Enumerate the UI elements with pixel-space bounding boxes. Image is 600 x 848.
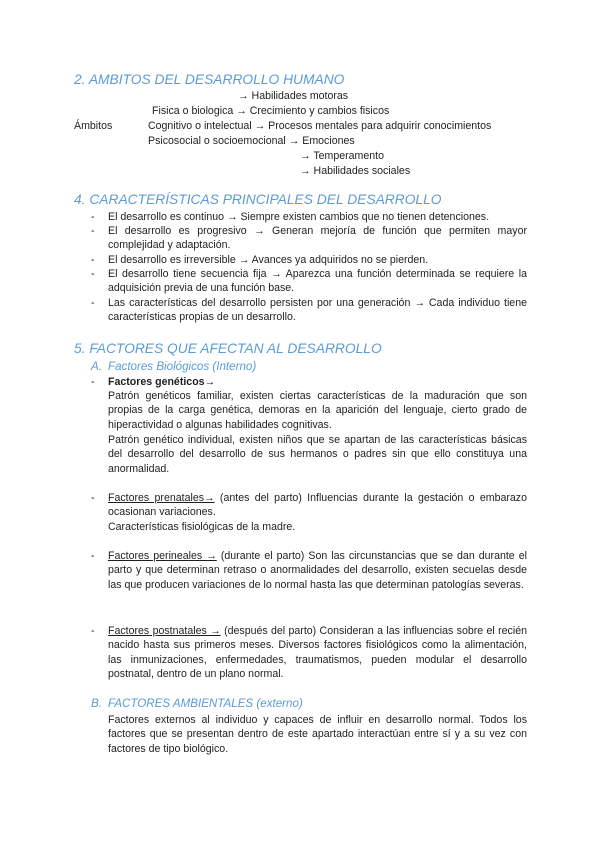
caracteristica-item: El desarrollo tiene secuencia fija → Aparezca una función determinada se requiere la adquisición previa de una función base. <box>108 268 527 295</box>
factores-prenatales-title: Factores prenatales→ <box>108 492 215 504</box>
factores-prenatales <box>108 491 527 520</box>
caracteristica-item: El desarrollo es continuo → Siempre existen cambios que no tienen detenciones. <box>108 211 490 223</box>
section-2-title: 2. AMBITOS DEL DESARROLLO HUMANO <box>74 72 345 87</box>
subsection-b-title: FACTORES AMBIENTALES (externo) <box>108 697 303 710</box>
ambitos-fisica-biologica: Fisica o biologica → Crecimiento y cambios fisicos <box>152 105 390 117</box>
ambitos-habilidades-motoras: → Habilidades motoras <box>238 90 349 102</box>
bullet-dash: - <box>91 211 95 223</box>
factores-perineales-text: (durante el parto) Son las circunstancias que se dan durante el parto y que determinan retraso o anormalidades del desarrollo, existen secuelas desde las que producen variaciones de lo normal hasta las que determinan patologías severas. <box>108 550 527 591</box>
factores-postnatales-text: (después del parto) Consideran a las influencias sobre el recién nacido hasta sus primeros meses. Diversos factores fisiológicos como la alimentación, las inmunizaciones, enfermedades, traumatismos, pueden modular el desarrollo postnatal, dentro de un plano normal. <box>108 625 527 681</box>
subsection-b-marker: B. <box>91 697 102 710</box>
factores-geneticos-p2: Patrón genético individual, existen niños que se apartan de las características básicas del desarrollo del desarrollo de sus hermanos o padres sin que ello constituya una anormalidad. <box>108 434 527 475</box>
caracteristica-item: El desarrollo es progresivo → Generan mejoría de función que permiten mayor complejidad y adaptación. <box>108 225 527 252</box>
bullet-dash: - <box>91 225 95 237</box>
subsection-a-marker: A. <box>91 360 102 373</box>
subsection-a-heading <box>91 360 256 374</box>
bullet-dash: - <box>91 376 95 388</box>
bullet-dash: - <box>91 550 95 562</box>
factores-prenatales-text: (antes del parto) Influencias durante la gestación o embarazo ocasionan variaciones. <box>108 492 527 519</box>
factores-prenatales-p2: Características fisiológicas de la madre. <box>108 521 296 533</box>
section-4-title: 4. CARACTERÍSTICAS PRINCIPALES DEL DESARROLLO <box>74 192 442 207</box>
subsection-b-heading <box>91 697 303 711</box>
factores-ambientales-text: Factores externos al individuo y capaces de influir en desarrollo normal. Todos los factores que se presentan dentro de este apartado interactúan entre sí y a su vez con factores de tipo biológico. <box>108 714 527 755</box>
bullet-dash: - <box>91 492 95 504</box>
caracteristica-item: El desarrollo es irreversible → Avances ya adquiridos no se pierden. <box>108 254 429 266</box>
section-5-title: 5. FACTORES QUE AFECTAN AL DESARROLLO <box>74 341 382 356</box>
bullet-dash: - <box>91 297 95 309</box>
bullet-dash: - <box>91 625 95 637</box>
ambitos-cognitivo: Cognitivo o intelectual → Procesos mentales para adquirir conocimientos <box>148 120 492 132</box>
caracteristica-item: Las características del desarrollo persisten por una generación → Cada individuo tiene características propias de un desarrollo. <box>108 297 527 324</box>
ambitos-temperamento: → Temperamento <box>300 150 385 162</box>
ambitos-psicosocial: Psicosocial o socioemocional → Emociones <box>148 135 355 147</box>
factores-postnatales-title: Factores postnatales → <box>108 625 221 637</box>
bullet-dash: - <box>91 254 95 266</box>
ambitos-label: Ámbitos <box>74 120 113 132</box>
factores-perineales <box>108 549 527 592</box>
factores-perineales-title: Factores perineales → <box>108 550 217 562</box>
factores-geneticos-title: Factores genéticos→ <box>108 376 216 388</box>
factores-geneticos-p1: Patrón genéticos familiar, existen ciertas características de la maduración que son propias de la carga genética, demoras en la aparición del lenguaje, cierto grado de hiperactividad o algunas habilidades cognitivas. <box>108 390 527 431</box>
bullet-dash: - <box>91 268 95 280</box>
ambitos-habilidades-sociales: → Habilidades sociales <box>300 165 411 177</box>
factores-postnatales <box>108 624 527 682</box>
subsection-a-title: Factores Biológicos (Interno) <box>108 360 257 373</box>
